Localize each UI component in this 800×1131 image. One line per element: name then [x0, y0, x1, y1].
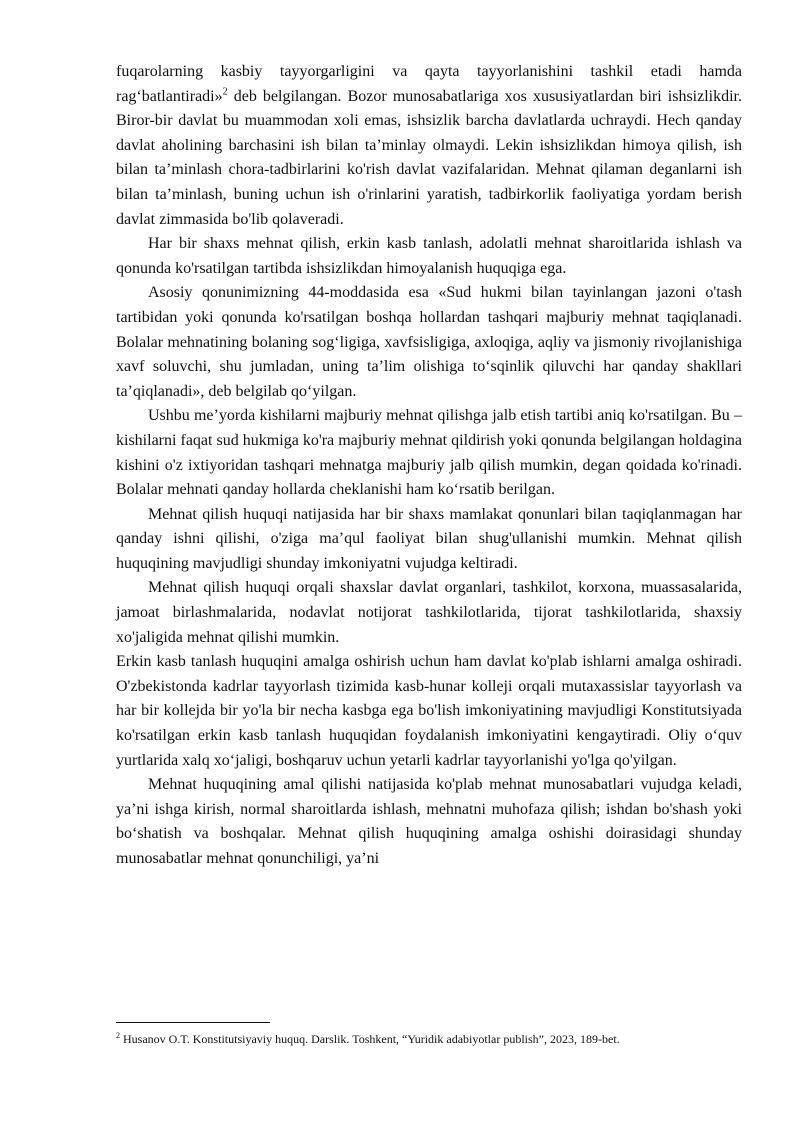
- footnote-mark: 2: [116, 1031, 120, 1040]
- paragraph-7: Erkin kasb tanlash huquqini amalga oshirish uchun ham davlat ko'plab ishlarni amalga oshiradi. O'zbekistonda kadrlar tayyorlash tizimida kasb-hunar kolleji orqali mutaxassislar tayyorlash va har bir kollejda bir yo'la bir necha kasbga ega bo'lish imkoniyatining mavjudligi Konstitutsiyada ko'rsatilgan erkin kasb tanlash huquqidan foydalanish imkoniyatini kengaytiradi. Oliy o‘quv yurtlarida xalq xo‘jaligi, boshqaruv uchun yetarli kadrlar tayyorlanishi yo'lga qo'yilgan.: [116, 653, 742, 769]
- footnote: [116, 1031, 742, 1047]
- footnote-reference: 2: [222, 86, 228, 98]
- footnote-divider: [116, 1022, 270, 1023]
- paragraph-1: [116, 60, 742, 232]
- paragraph-4: Ushbu me’yorda kishilarni majburiy mehnat qilishga jalb etish tartibi aniq ko'rsatilgan. Bu – kishilarni faqat sud hukmiga ko'ra majburiy mehnat qildirish yoki qonunda belgilangan holdagina kishini o'z ixtiyoridan tashqari mehnatga majburiy jalb qilish mumkin, degan qoidada ko'rinadi. Bolalar mehnati qanday hollarda cheklanishi ham ko‘rsatib berilgan.: [116, 407, 742, 499]
- paragraph-5: Mehnat qilish huquqi natijasida har bir shaxs mamlakat qonunlari bilan taqiqlanmagan har qanday ishni qilishi, o'ziga ma’qul faoliyat bilan shug'ullanishi mumkin. Mehnat qilish huquqining mavjudligi shunday imkoniyatni vujudga keltiradi.: [116, 505, 742, 572]
- paragraph-1-text-end: deb belgilangan. Bozor munosabatlariga xos xususiyatlardan biri ishsizlikdir. Biror-bir davlat bu muammodan xoli emas, ishsizlik barcha davlatlarda uchraydi. Hech qanday davlat aholining barchasini ish bilan ta’minlay olmaydi. Lekin ishsizlikdan himoya qilish, ish bilan ta’minlash chora-tadbirlarini ko'rish davlat vazifalaridan. Mehnat qilaman deganlarni ish bilan ta’minlash, buning uchun ish o'rinlarini yaratish, tadbirkorlik faoliyatiga yordam berish davlat zimmasida bo'lib qolaveradi.: [116, 87, 742, 228]
- paragraph-6: Mehnat qilish huquqi orqali shaxslar davlat organlari, tashkilot, korxona, muassasalarida, jamoat birlashmalarida, nodavlat notijorat tashkilotlarida, tijorat tashkilotlarida, shaxsiy xo'jaligida mehnat qilishi mumkin.: [116, 579, 742, 646]
- paragraph-8: Mehnat huquqining amal qilishi natijasida ko'plab mehnat munosabatlari vujudga keladi, ya’ni ishga kirish, normal sharoitlarda ishlash, mehnatni muhofaza qilish; ishdan bo'shash yoki bo‘shatish va boshqalar. Mehnat qilish huquqining amalga oshishi doirasidagi shunday munosabatlar mehnat qonunchiligi, ya’ni: [116, 776, 742, 867]
- page-body: [116, 60, 742, 872]
- paragraph-2: Har bir shaxs mehnat qilish, erkin kasb tanlash, adolatli mehnat sharoitlarida ishlash va qonunda ko'rsatilgan tartibda ishsizlikdan himoyalanish huquqiga ega.: [116, 235, 742, 277]
- paragraph-3: Asosiy qonunimizning 44-moddasida esa «Sud hukmi bilan tayinlangan jazoni o'tash tartibidan yoki qonunda ko'rsatilgan boshqa hollardan tashqari majburiy mehnat taqiqlanadi. Bolalar mehnatining bolaning sog‘ligiga, xavfsisligiga, axloqiga, aqliy va jismoniy rivojlanishiga xavf soluvchi, shu jumladan, uning ta’lim olishiga to‘sqinlik qiluvchi har qanday shakllari ta’qiqlanadi», deb belgilab qo‘yilgan.: [116, 284, 742, 400]
- footnote-text: Husanov O.T. Konstitutsiyaviy huquq. Darslik. Toshkent, “Yuridik adabiyotlar publish”, 2023, 189-bet.: [120, 1032, 620, 1046]
- paragraph-1-text-start: fuqarolarning kasbiy tayyorgarligini va qayta tayyorlanishini tashkil etadi hamda rag‘batlantiradi»: [116, 63, 742, 105]
